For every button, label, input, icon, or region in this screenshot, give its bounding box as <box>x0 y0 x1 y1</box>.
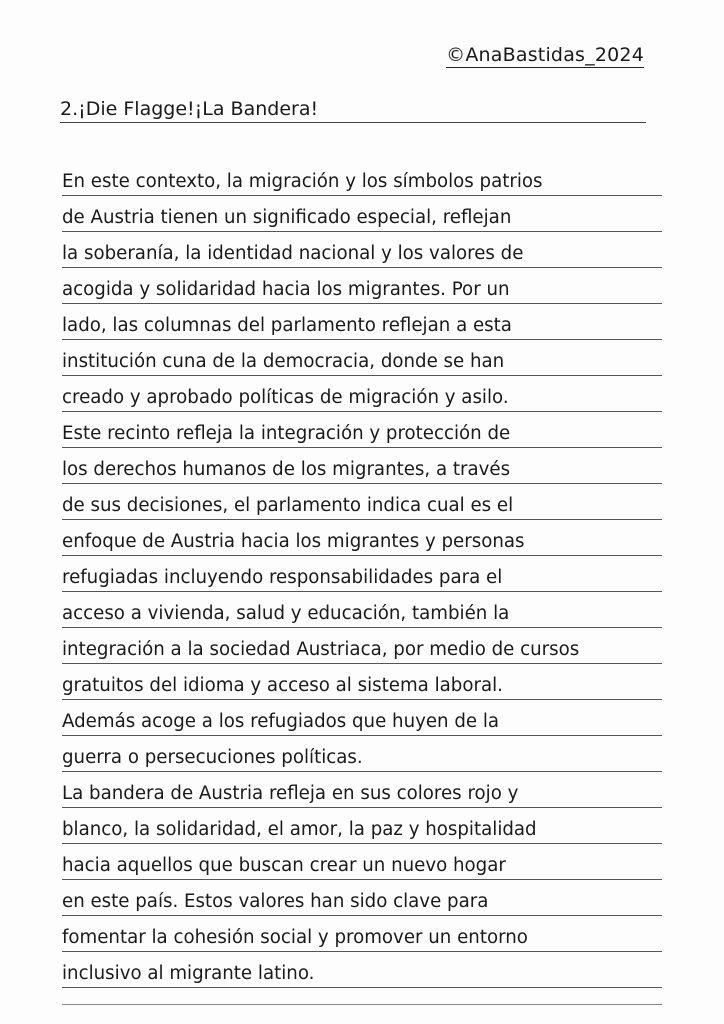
text-line <box>62 628 662 664</box>
text-line <box>62 232 662 268</box>
line-text: Además acoge a los refugiados que huyen de la <box>62 711 500 732</box>
line-text: integración a la sociedad Austriaca, por medio de cursos <box>62 639 580 660</box>
line-text: fomentar la cohesión social y promover un entorno <box>62 927 528 948</box>
line-text: acceso a vivienda, salud y educación, también la <box>62 603 510 624</box>
text-line <box>62 808 662 844</box>
line-text: hacia aquellos que buscan crear un nuevo hogar <box>62 855 506 876</box>
text-line <box>62 772 662 808</box>
line-text: blanco, la solidaridad, el amor, la paz y hospitalidad <box>62 819 537 840</box>
handwritten-text <box>62 160 662 988</box>
line-text: los derechos humanos de los migrantes, a través <box>62 459 511 480</box>
text-line <box>62 592 662 628</box>
line-text: creado y aprobado políticas de migración y asilo. <box>62 387 509 408</box>
line-text: acogida y solidaridad hacia los migrantes. Por un <box>62 279 510 300</box>
line-text: Este recinto refleja la integración y protección de <box>62 423 511 444</box>
line-text: inclusivo al migrante latino. <box>62 963 315 984</box>
text-line <box>62 412 662 448</box>
line-text: de sus decisiones, el parlamento indica cual es el <box>62 495 514 516</box>
line-text: La bandera de Austria refleja en sus colores rojo y <box>62 783 519 804</box>
text-line <box>62 844 662 880</box>
text-line <box>62 952 662 988</box>
text-line <box>62 448 662 484</box>
text-line <box>62 556 662 592</box>
line-text: institución cuna de la democracia, donde se han <box>62 351 505 372</box>
line-text: la soberanía, la identidad nacional y los valores de <box>62 243 524 264</box>
text-line <box>62 304 662 340</box>
text-line <box>62 520 662 556</box>
text-line <box>62 700 662 736</box>
line-text: enfoque de Austria hacia los migrantes y personas <box>62 531 525 552</box>
text-line <box>62 736 662 772</box>
text-line <box>62 160 662 196</box>
line-text: lado, las columnas del parlamento reflejan a esta <box>62 315 512 336</box>
line-text: guerra o persecuciones políticas. <box>62 747 363 768</box>
text-line <box>62 376 662 412</box>
copyright-signature: ©AnaBastidas_2024 <box>446 44 644 66</box>
line-text: de Austria tienen un significado especial, reflejan <box>62 207 512 228</box>
text-line <box>62 880 662 916</box>
text-line <box>62 196 662 232</box>
title-line <box>60 92 646 123</box>
bottom-rule <box>62 1004 662 1005</box>
text-line <box>62 664 662 700</box>
line-text: gratuitos del idioma y acceso al sistema laboral. <box>62 675 503 696</box>
text-line <box>62 340 662 376</box>
text-line <box>62 484 662 520</box>
line-text: refugiadas incluyendo responsabilidades para el <box>62 567 503 588</box>
line-text: en este país. Estos valores han sido clave para <box>62 891 489 912</box>
line-text: En este contexto, la migración y los símbolos patrios <box>62 171 543 192</box>
text-line <box>62 916 662 952</box>
text-line <box>62 268 662 304</box>
page-title: 2.¡Die Flagge!¡La Bandera! <box>60 98 319 120</box>
